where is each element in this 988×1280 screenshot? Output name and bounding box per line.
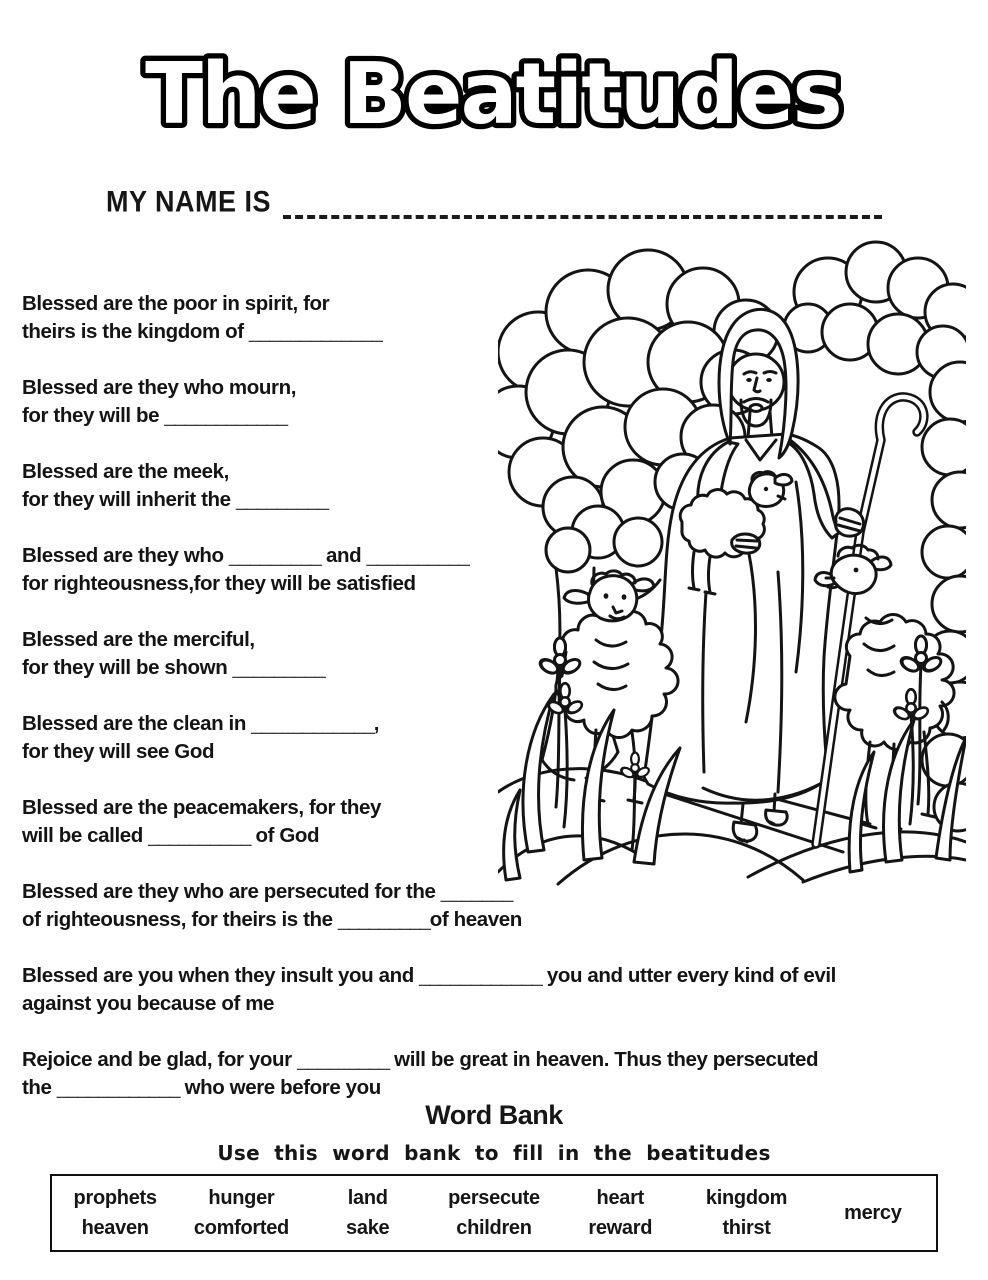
- sheep-left-head: [588, 576, 636, 621]
- beatitude-line: Blessed are you when they insult you and ____________ you and utter every kind of evil: [22, 964, 836, 987]
- name-line: [106, 185, 882, 219]
- beatitude-line: for they will be shown _________: [22, 656, 325, 679]
- title-bubble-text: [60, 34, 926, 150]
- beatitude-line: will be called __________ of God: [22, 824, 320, 847]
- word-bank-column: [810, 1198, 936, 1228]
- word-bank-word: heaven: [81, 1217, 149, 1239]
- fill-in-blank: _________: [337, 908, 430, 931]
- beatitude-line: for they will inherit the _________: [22, 488, 328, 511]
- fill-in-blank: _________: [235, 488, 328, 511]
- title-text: The Beatitudes: [145, 43, 841, 143]
- word-bank-title: Word Bank: [425, 1100, 563, 1130]
- word-bank-word: prophets: [73, 1187, 157, 1209]
- fill-in-blank: ____________: [419, 964, 542, 987]
- word-bank-word: mercy: [844, 1202, 902, 1224]
- word-bank-table: [50, 1174, 938, 1252]
- beatitude-line: theirs is the kingdom of _____________: [22, 320, 382, 343]
- fill-in-blank: ____________: [56, 1076, 180, 1099]
- illustration-frame: [498, 232, 966, 892]
- word-bank-word: persecute: [448, 1187, 540, 1209]
- word-bank-column: [305, 1183, 431, 1243]
- word-bank-word: land: [347, 1187, 388, 1209]
- sheep-right-head: [831, 555, 876, 593]
- beatitude-line: the ____________ who were before you: [22, 1076, 381, 1099]
- beatitude-line: for righteousness,for they will be satisfied: [22, 572, 416, 595]
- word-bank-word: hunger: [208, 1187, 275, 1209]
- fill-in-blank: ____________: [164, 404, 287, 427]
- word-bank-column: [52, 1183, 178, 1243]
- word-bank-column: [178, 1183, 304, 1243]
- beatitude-line: Blessed are the meek,: [22, 460, 229, 483]
- fill-in-blank: _________: [232, 656, 325, 679]
- word-bank-word: thirst: [722, 1217, 771, 1239]
- beatitude-item-9: [22, 962, 972, 1046]
- word-bank-word: kingdom: [705, 1187, 788, 1209]
- fill-in-blank: __________: [366, 544, 469, 567]
- beatitude-line: against you because of me: [22, 992, 275, 1015]
- fill-in-blank: __________: [148, 824, 251, 847]
- beatitude-line: for they will be ____________: [22, 404, 287, 427]
- beatitude-line: Blessed are they who are persecuted for the _______: [22, 880, 513, 903]
- beatitude-line: Blessed are the clean in ____________,: [22, 712, 379, 735]
- beatitude-line: of righteousness, for theirs is the _________of heaven: [22, 908, 522, 931]
- page-title: [60, 34, 926, 150]
- beatitude-line: Blessed are they who mourn,: [22, 376, 296, 399]
- beatitude-line: for they will see God: [22, 740, 215, 763]
- word-bank-column: [557, 1183, 683, 1243]
- beatitude-line: Blessed are they who _________ and __________: [22, 544, 469, 567]
- word-bank-column: [431, 1183, 557, 1243]
- word-bank-instruction: Use this word bank to fill in the beatitudes: [217, 1141, 771, 1165]
- beatitude-line: Blessed are the poor in spirit, for: [22, 292, 330, 315]
- name-label: MY NAME IS: [106, 185, 272, 218]
- word-bank-word: heart: [596, 1187, 644, 1209]
- word-bank-word: comforted: [193, 1217, 289, 1239]
- good-shepherd-illustration: [498, 232, 966, 892]
- name-write-line[interactable]: [283, 189, 882, 219]
- word-bank-word: reward: [588, 1217, 653, 1239]
- fill-in-blank: ____________: [251, 712, 374, 735]
- beatitude-line: Blessed are the peacemakers, for they: [22, 796, 381, 819]
- word-bank-column: [683, 1183, 809, 1243]
- beatitude-line: Blessed are the merciful,: [22, 628, 255, 651]
- beatitude-line: Rejoice and be glad, for your _________ will be great in heaven. Thus they persecuted: [22, 1048, 819, 1071]
- fill-in-blank: _________: [297, 1048, 389, 1071]
- word-bank-word: children: [456, 1217, 532, 1239]
- fill-in-blank: _________: [228, 544, 321, 567]
- fill-in-blank: _____________: [248, 320, 382, 343]
- fill-in-blank: _______: [440, 880, 513, 903]
- word-bank-word: sake: [346, 1217, 390, 1239]
